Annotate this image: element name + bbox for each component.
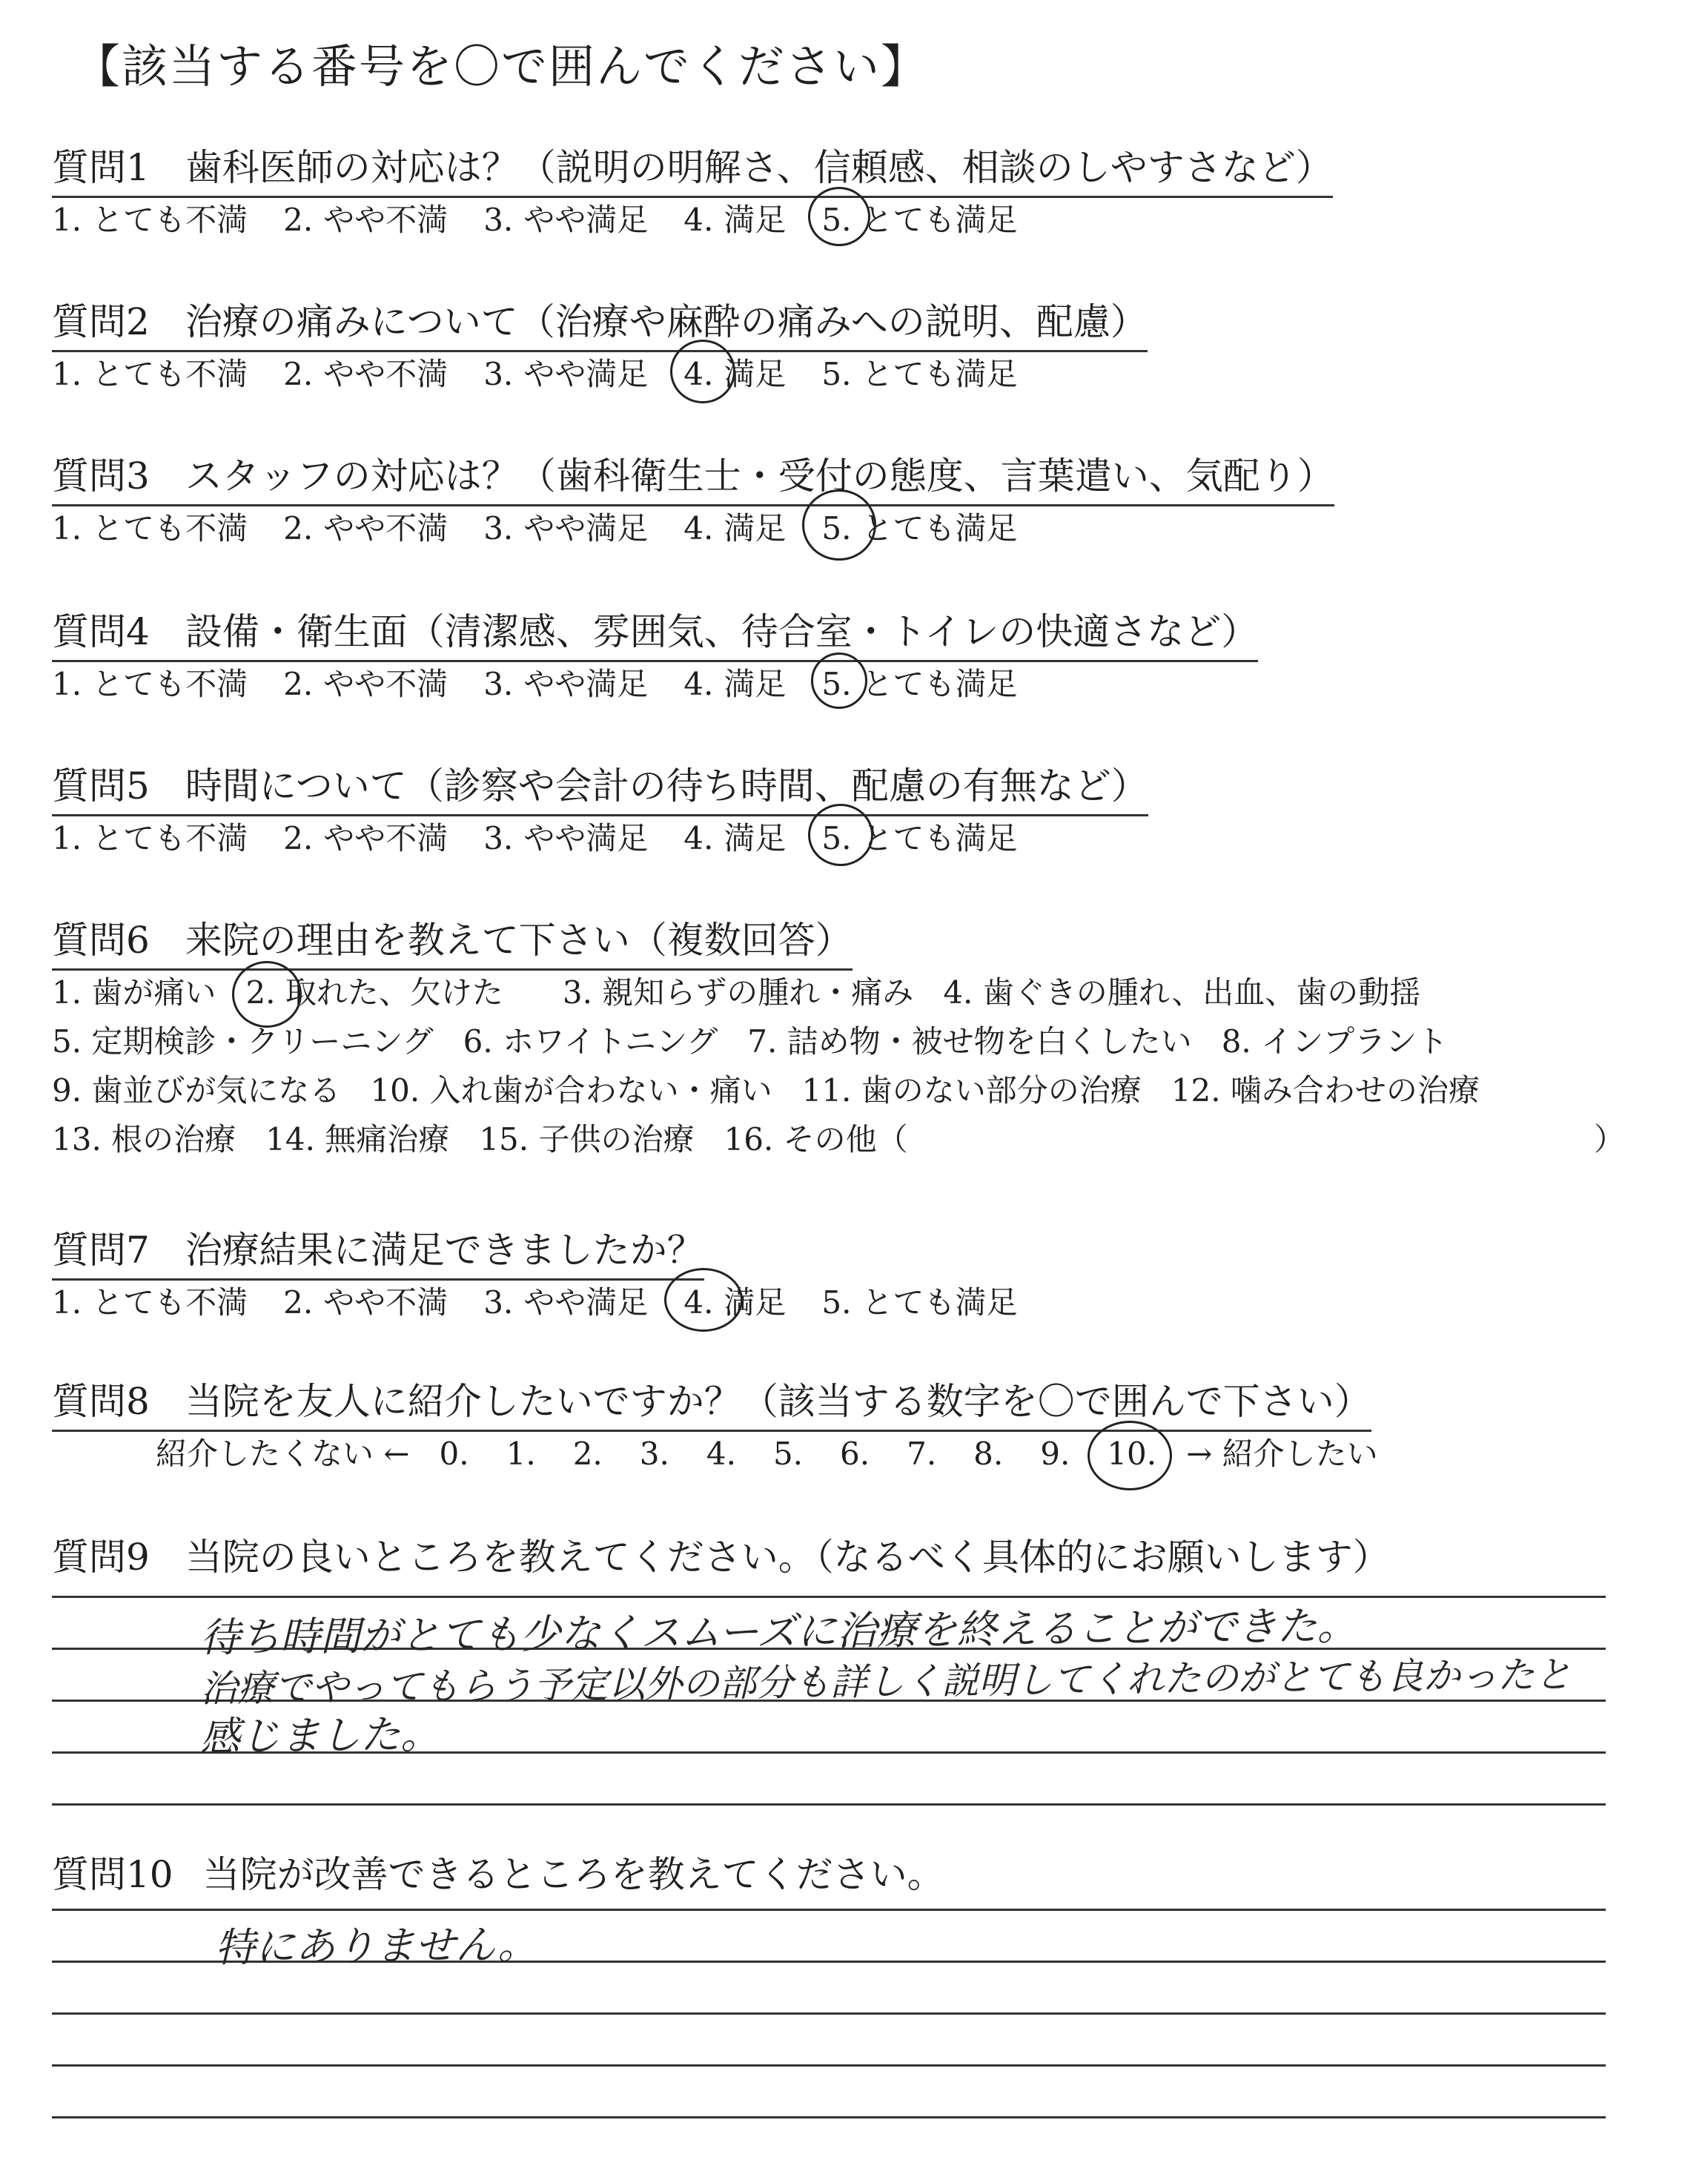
question-6-text: 来院の理由を教えて下さい（複数回答） bbox=[185, 919, 853, 962]
question-6-row-4 bbox=[52, 1115, 938, 1160]
q7-option-4[interactable]: 4. 満足 bbox=[683, 1278, 786, 1323]
question-1-options bbox=[52, 196, 1053, 240]
q8-option-10[interactable]: 10. bbox=[1107, 1436, 1156, 1472]
q6-other-close-paren: ） bbox=[1594, 1121, 1626, 1157]
q1-option-5[interactable]: 5. とても満足 bbox=[821, 196, 1017, 240]
question-4-heading bbox=[52, 602, 1258, 662]
q2-option-2[interactable]: 2. やや不満 bbox=[283, 356, 448, 392]
question-2-number: 質問2 bbox=[52, 300, 150, 343]
q10-writing-line bbox=[52, 2116, 1606, 2118]
question-10-number: 質問10 bbox=[52, 1853, 173, 1896]
q2-option-4[interactable]: 4. 満足 bbox=[683, 350, 786, 394]
q8-option-0[interactable]: 0. bbox=[439, 1436, 469, 1472]
q10-writing-line bbox=[52, 1909, 1606, 1911]
q3-selection-circle bbox=[802, 489, 876, 561]
question-7-heading bbox=[52, 1221, 704, 1281]
q1-option-4[interactable]: 4. 満足 bbox=[683, 202, 787, 238]
q10-writing-line bbox=[52, 2064, 1606, 2067]
question-5-number: 質問5 bbox=[52, 764, 150, 807]
q10-answer-line-1: 特にありません。 bbox=[214, 1920, 538, 1972]
q6-option-7[interactable]: 7. 詰め物・被せ物を白くしたい bbox=[747, 1023, 1192, 1060]
question-3-number: 質問3 bbox=[52, 455, 150, 498]
q1-option-3[interactable]: 3. やや満足 bbox=[483, 202, 649, 238]
q2-option-5[interactable]: 5. とても満足 bbox=[821, 356, 1018, 392]
q6-option-5[interactable]: 5. 定期検診・クリーニング bbox=[52, 1023, 434, 1060]
question-5-heading bbox=[52, 756, 1148, 816]
q4-selection-circle bbox=[811, 653, 867, 709]
q9-answer-line-1: 待ち時間がとても少なくスムーズに治療を終えることができた。 bbox=[199, 1602, 1357, 1662]
question-10-heading bbox=[52, 1845, 944, 1903]
q3-option-5[interactable]: 5. とても満足 bbox=[821, 504, 1017, 549]
q3-option-1[interactable]: 1. とても不満 bbox=[52, 510, 248, 546]
question-9-number: 質問9 bbox=[52, 1536, 150, 1579]
q5-option-3[interactable]: 3. やや満足 bbox=[483, 820, 649, 856]
question-9-heading bbox=[52, 1527, 1390, 1585]
q6-option-4[interactable]: 4. 歯ぐきの腫れ、出血、歯の動揺 bbox=[943, 974, 1421, 1011]
q6-option-8[interactable]: 8. インプラント bbox=[1221, 1023, 1449, 1060]
q7-option-1[interactable]: 1. とても不満 bbox=[52, 1284, 248, 1321]
q6-option-14[interactable]: 14. 無痛治療 bbox=[265, 1121, 450, 1157]
q8-option-1[interactable]: 1. bbox=[506, 1436, 536, 1472]
q8-option-9[interactable]: 9. bbox=[1040, 1436, 1070, 1472]
question-6-row-3 bbox=[52, 1066, 1509, 1111]
q7-option-2[interactable]: 2. やや不満 bbox=[283, 1284, 448, 1321]
question-7-options bbox=[52, 1278, 1053, 1323]
q5-option-4[interactable]: 4. 満足 bbox=[683, 820, 787, 856]
q8-option-7[interactable]: 7. bbox=[907, 1436, 937, 1472]
q8-option-3[interactable]: 3. bbox=[639, 1436, 669, 1472]
q5-option-1[interactable]: 1. とても不満 bbox=[52, 820, 248, 856]
question-9-text: 当院の良いところを教えてください。（なるべく具体的にお願いします） bbox=[185, 1536, 1390, 1579]
q6-option-2[interactable]: 2. 取れた、欠けた bbox=[245, 974, 532, 1011]
q4-option-2[interactable]: 2. やや不満 bbox=[283, 666, 448, 702]
q5-selection-circle bbox=[808, 804, 873, 866]
question-6-number: 質問6 bbox=[52, 919, 150, 962]
question-10-text: 当院が改善できるところを教えてください。 bbox=[202, 1853, 944, 1896]
question-5-options bbox=[52, 814, 1053, 859]
question-4-text: 設備・衛生面（清潔感、雰囲気、待合室・トイレの快適さなど） bbox=[185, 610, 1259, 653]
q8-option-2[interactable]: 2. bbox=[572, 1436, 603, 1472]
question-6-row-1 bbox=[52, 968, 1450, 1013]
q6-option-9[interactable]: 9. 歯並びが気になる bbox=[52, 1072, 341, 1109]
question-3-text: スタッフの対応は？（歯科衛生士・受付の態度、言葉遣い、気配り） bbox=[185, 455, 1334, 498]
question-6-row-2 bbox=[52, 1017, 1477, 1062]
question-8-heading bbox=[52, 1372, 1371, 1432]
q2-option-3[interactable]: 3. やや満足 bbox=[483, 356, 649, 392]
q7-selection-circle bbox=[664, 1268, 743, 1332]
q1-selection-circle bbox=[808, 187, 870, 246]
q6-option-16[interactable]: 16. その他（ bbox=[724, 1121, 908, 1157]
q8-option-6[interactable]: 6. bbox=[840, 1436, 870, 1472]
question-2-text: 治療の痛みについて（治療や麻酔の痛みへの説明、配慮） bbox=[185, 300, 1148, 343]
question-5-text: 時間について（診察や会計の待ち時間、配慮の有無など） bbox=[185, 764, 1148, 807]
question-4-number: 質問4 bbox=[52, 610, 150, 653]
q1-option-2[interactable]: 2. やや不満 bbox=[283, 202, 448, 238]
question-8-text: 当院を友人に紹介したいですか？（該当する数字を〇で囲んで下さい） bbox=[185, 1380, 1371, 1423]
q8-option-4[interactable]: 4. bbox=[706, 1436, 736, 1472]
q6-option-1[interactable]: 1. 歯が痛い bbox=[52, 974, 216, 1011]
page-title: 【該当する番号を〇で囲んでください】 bbox=[74, 39, 929, 93]
q7-option-3[interactable]: 3. やや満足 bbox=[483, 1284, 649, 1321]
q6-option-13[interactable]: 13. 根の治療 bbox=[52, 1121, 236, 1157]
q8-option-8[interactable]: 8. bbox=[973, 1436, 1004, 1472]
q3-option-3[interactable]: 3. やや満足 bbox=[483, 510, 649, 546]
q6-option-6[interactable]: 6. ホワイトニング bbox=[463, 1023, 718, 1060]
question-8-number: 質問8 bbox=[52, 1380, 150, 1423]
q4-option-3[interactable]: 3. やや満足 bbox=[483, 666, 649, 702]
q10-writing-line bbox=[52, 2012, 1606, 2015]
q9-writing-line bbox=[52, 1803, 1606, 1806]
q4-option-1[interactable]: 1. とても不満 bbox=[52, 666, 248, 702]
q6-option-12[interactable]: 12. 噛み合わせの治療 bbox=[1171, 1072, 1480, 1109]
question-7-number: 質問7 bbox=[52, 1229, 150, 1272]
question-4-options bbox=[52, 660, 1053, 704]
q8-selection-circle bbox=[1088, 1421, 1172, 1490]
q8-right-label: → 紹介したい bbox=[1186, 1436, 1378, 1472]
q4-option-5[interactable]: 5. とても満足 bbox=[821, 660, 1017, 704]
q5-option-5[interactable]: 5. とても満足 bbox=[821, 814, 1017, 859]
q2-option-1[interactable]: 1. とても不満 bbox=[52, 356, 248, 392]
q9-writing-line bbox=[52, 1596, 1606, 1598]
q3-option-2[interactable]: 2. やや不満 bbox=[283, 510, 448, 546]
q2-selection-circle bbox=[670, 340, 735, 403]
q8-left-label: 紹介したくない ← bbox=[156, 1436, 410, 1472]
question-2-options bbox=[52, 350, 1053, 394]
q6-option-10[interactable]: 10. 入れ歯が合わない・痛い bbox=[370, 1072, 772, 1109]
question-2-heading bbox=[52, 292, 1148, 352]
question-6-heading bbox=[52, 911, 853, 971]
question-7-text: 治療結果に満足できましたか？ bbox=[185, 1229, 704, 1272]
q3-option-4[interactable]: 4. 満足 bbox=[683, 510, 787, 546]
q6-option-3[interactable]: 3. 親知らずの腫れ・痛み bbox=[562, 974, 914, 1011]
q5-option-2[interactable]: 2. やや不満 bbox=[283, 820, 448, 856]
question-1-text: 歯科医師の対応は？（説明の明解さ、信頼感、相談のしやすさなど） bbox=[185, 146, 1333, 189]
q4-option-4[interactable]: 4. 満足 bbox=[683, 666, 787, 702]
q7-option-5[interactable]: 5. とても満足 bbox=[821, 1284, 1018, 1321]
q6-option-11[interactable]: 11. 歯のない部分の治療 bbox=[801, 1072, 1142, 1109]
question-1-number: 質問1 bbox=[52, 146, 150, 189]
q9-answer-line-3: 感じました。 bbox=[199, 1711, 441, 1760]
q9-answer-line-2: 治療でやってもらう予定以外の部分も詳しく説明してくれたのがとても良かったと bbox=[199, 1653, 1572, 1711]
question-1-heading bbox=[52, 138, 1333, 198]
question-3-options bbox=[52, 504, 1053, 549]
question-8-scale bbox=[156, 1430, 1378, 1474]
q6-option-15[interactable]: 15. 子供の治療 bbox=[479, 1121, 695, 1157]
q8-option-5[interactable]: 5. bbox=[772, 1436, 804, 1472]
question-3-heading bbox=[52, 446, 1334, 506]
q1-option-1[interactable]: 1. とても不満 bbox=[52, 202, 248, 238]
